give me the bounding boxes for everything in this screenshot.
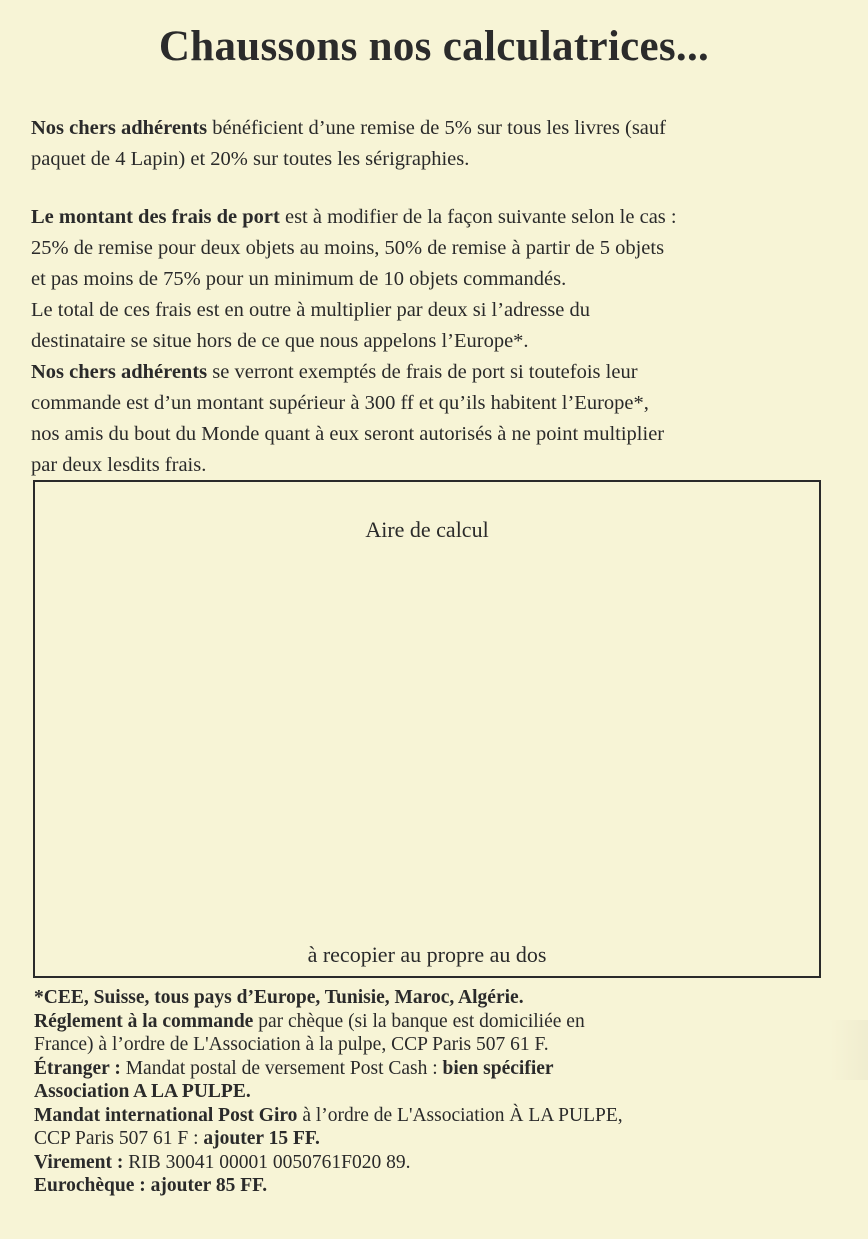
ccp-text: CCP Paris 507 61 F : — [34, 1128, 204, 1149]
virement-text: RIB 30041 00001 0050761F020 89. — [123, 1151, 411, 1173]
countries-note: *CEE, Suisse, tous pays d’Europe, Tunisie, Maroc, Algérie. — [34, 987, 524, 1008]
foot-line-4 — [34, 1057, 834, 1081]
reglement-label: Réglement à la commande — [34, 1010, 254, 1032]
shipping-paragraph — [31, 202, 841, 481]
payment-info — [34, 986, 834, 1198]
page-title: Chaussons nos calculatrices... — [158, 23, 710, 70]
foot-line-1 — [34, 986, 834, 1010]
etranger-bold-text: bien spécifier — [442, 1057, 554, 1079]
discount-bold-label: Nos chers adhérents — [31, 117, 208, 139]
reglement-text: par chèque (si la banque est domiciliée en — [253, 1010, 585, 1032]
foot-line-5 — [34, 1080, 834, 1104]
shipping-line-5: destinataire se situe hors de ce que nous appelons l’Europe*. — [31, 330, 529, 352]
foot-line-9 — [34, 1174, 834, 1198]
paper-shadow — [828, 1020, 868, 1080]
shipping-text-1: est à modifier de la façon suivante selon le cas : — [279, 206, 677, 228]
mandat-label: Mandat international Post Giro — [34, 1104, 298, 1126]
etranger-label: Étranger : — [34, 1057, 121, 1079]
shipping-line-8: nos amis du bout du Monde quant à eux seront autorisés à ne point multiplier — [31, 423, 665, 445]
discount-paragraph — [31, 113, 841, 175]
shipping-line-9: par deux lesdits frais. — [31, 454, 207, 476]
association-name: Association A LA PULPE. — [34, 1081, 251, 1102]
calc-area-title: Aire de calcul — [365, 517, 489, 542]
etranger-text: Mandat postal de versement Post Cash : — [120, 1057, 443, 1079]
foot-line-8 — [34, 1151, 834, 1175]
discount-line-2: paquet de 4 Lapin) et 20% sur toutes les sérigraphies. — [31, 148, 470, 170]
foot-line-3: France) à l’ordre de L'Association à la pulpe, CCP Paris 507 61 F. — [34, 1034, 549, 1055]
shipping-bold-label: Le montant des frais de port — [31, 206, 280, 228]
shipping-line-1 — [31, 202, 841, 233]
calculation-area[interactable] — [33, 480, 821, 978]
mandat-text: à l’ordre de L'Association À LA PULPE, — [297, 1104, 623, 1126]
foot-line-6 — [34, 1104, 834, 1128]
discount-line-1 — [31, 113, 841, 144]
members-bold-label: Nos chers adhérents — [31, 361, 208, 383]
foot-line-7 — [34, 1127, 834, 1151]
eurocheque-note: Eurochèque : ajouter 85 FF. — [34, 1175, 268, 1196]
shipping-line-7: commande est d’un montant supérieur à 300 ff et qu’ils habitent l’Europe*, — [31, 392, 649, 414]
calc-area-footer: à recopier au propre au dos — [307, 942, 547, 967]
shipping-line-4: Le total de ces frais est en outre à multiplier par deux si l’adresse du — [31, 299, 590, 321]
shipping-line-6 — [31, 357, 841, 388]
shipping-text-6: se verront exemptés de frais de port si toutefois leur — [207, 361, 638, 383]
discount-text-1: bénéficient d’une remise de 5% sur tous les livres (sauf — [207, 117, 666, 139]
shipping-line-3: et pas moins de 75% pour un minimum de 10 objets commandés. — [31, 268, 567, 290]
ccp-fee: ajouter 15 FF. — [203, 1128, 320, 1149]
shipping-line-2: 25% de remise pour deux objets au moins, 50% de remise à partir de 5 objets — [31, 237, 665, 259]
virement-label: Virement : — [34, 1151, 124, 1173]
foot-line-2 — [34, 1010, 834, 1034]
